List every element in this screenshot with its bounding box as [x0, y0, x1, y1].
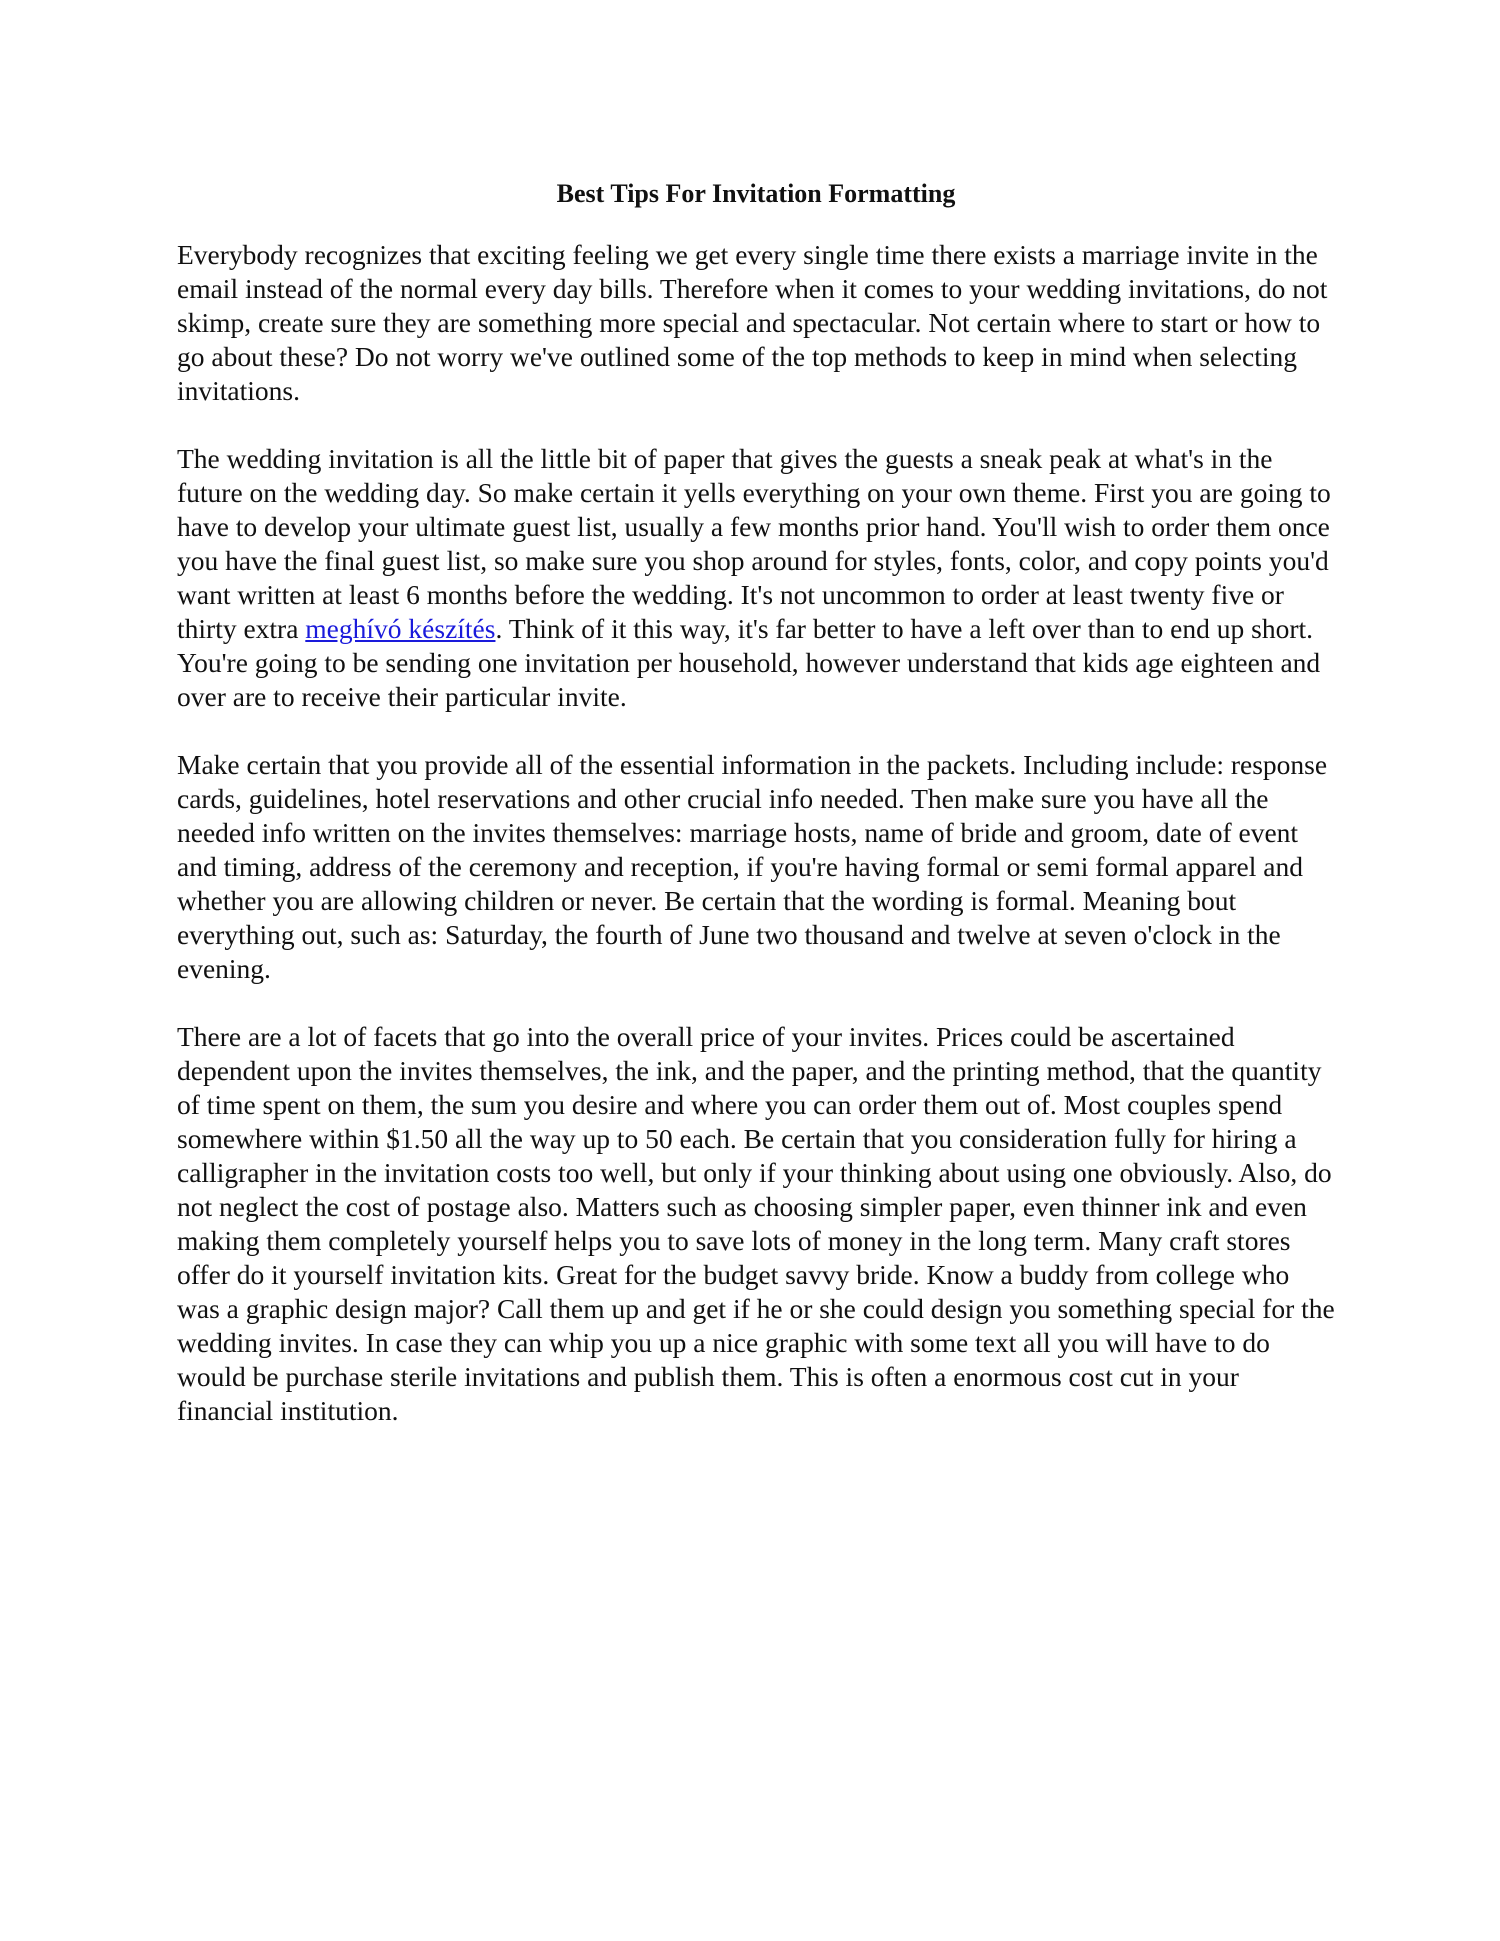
document-body — [177, 176, 1335, 1462]
paragraph-4: There are a lot of facets that go into the overall price of your invites. Prices could be ascertained dependent upon the invites themselves, the ink, and the paper, and the printing method, that the quantity of time spent on them, the sum you desire and where you can order them out of. Most couples spend somewhere within $1.50 all the way up to 50 each. Be certain that you consideration fully for hiring a calligrapher in the invitation costs too well, but only if your thinking about using one obviously. Also, do not neglect the cost of postage also. Matters such as choosing simpler paper, even thinner ink and even making them completely yourself helps you to save lots of money in the long term. Many craft stores offer do it yourself invitation kits. Great for the budget savvy bride. Know a buddy from college who was a graphic design major? Call them up and get if he or she could design you something special for the wedding invites. In case they can whip you up a nice graphic with some text all you will have to do would be purchase sterile invitations and publish them. This is often a enormous cost cut in your financial institution. — [177, 1021, 1335, 1426]
paragraph-2-text-before: The wedding invitation is all the little bit of paper that gives the guests a sneak peak at what's in the future on the wedding day. So make certain it yells everything on your own theme. First you are going to have to develop your ultimate guest list, usually a few months prior hand. You'll wish to order them once you have the final guest list, so make sure you shop around for styles, fonts, color, and copy points you'd want written at least 6 months before the wedding. It's not uncommon to order at least twenty five or thirty extra — [177, 443, 1331, 644]
paragraph-3: Make certain that you provide all of the essential information in the packets. Including include: response cards, guidelines, hotel reservations and other crucial info needed. Then make sure you have all the needed info written on the invites themselves: marriage hosts, name of bride and groom, date of event and timing, address of the ceremony and reception, if you're having formal or semi formal apparel and whether you are allowing children or never. Be certain that the wording is formal. Meaning bout everything out, such as: Saturday, the fourth of June two thousand and twelve at seven o'clock in the evening. — [177, 749, 1328, 984]
document-title: Best Tips For Invitation Formatting — [556, 179, 956, 208]
paragraph-2 — [177, 442, 1335, 714]
invitation-link[interactable]: meghívó készítés — [305, 613, 496, 644]
paragraph-2-text-after: . Think of it this way, it's far better to have a left over than to end up short. You're going to be sending one invitation per household, however understand that kids age eighteen and over are to receive their particular invite. — [177, 613, 1321, 712]
paragraph-1: Everybody recognizes that exciting feeling we get every single time there exists a marriage invite in the email instead of the normal every day bills. Therefore when it comes to your wedding invitations, do not skimp, create sure they are something more special and spectacular. Not certain where to start or how to go about these? Do not worry we've outlined some of the top methods to keep in mind when selecting invitations. — [177, 239, 1328, 406]
